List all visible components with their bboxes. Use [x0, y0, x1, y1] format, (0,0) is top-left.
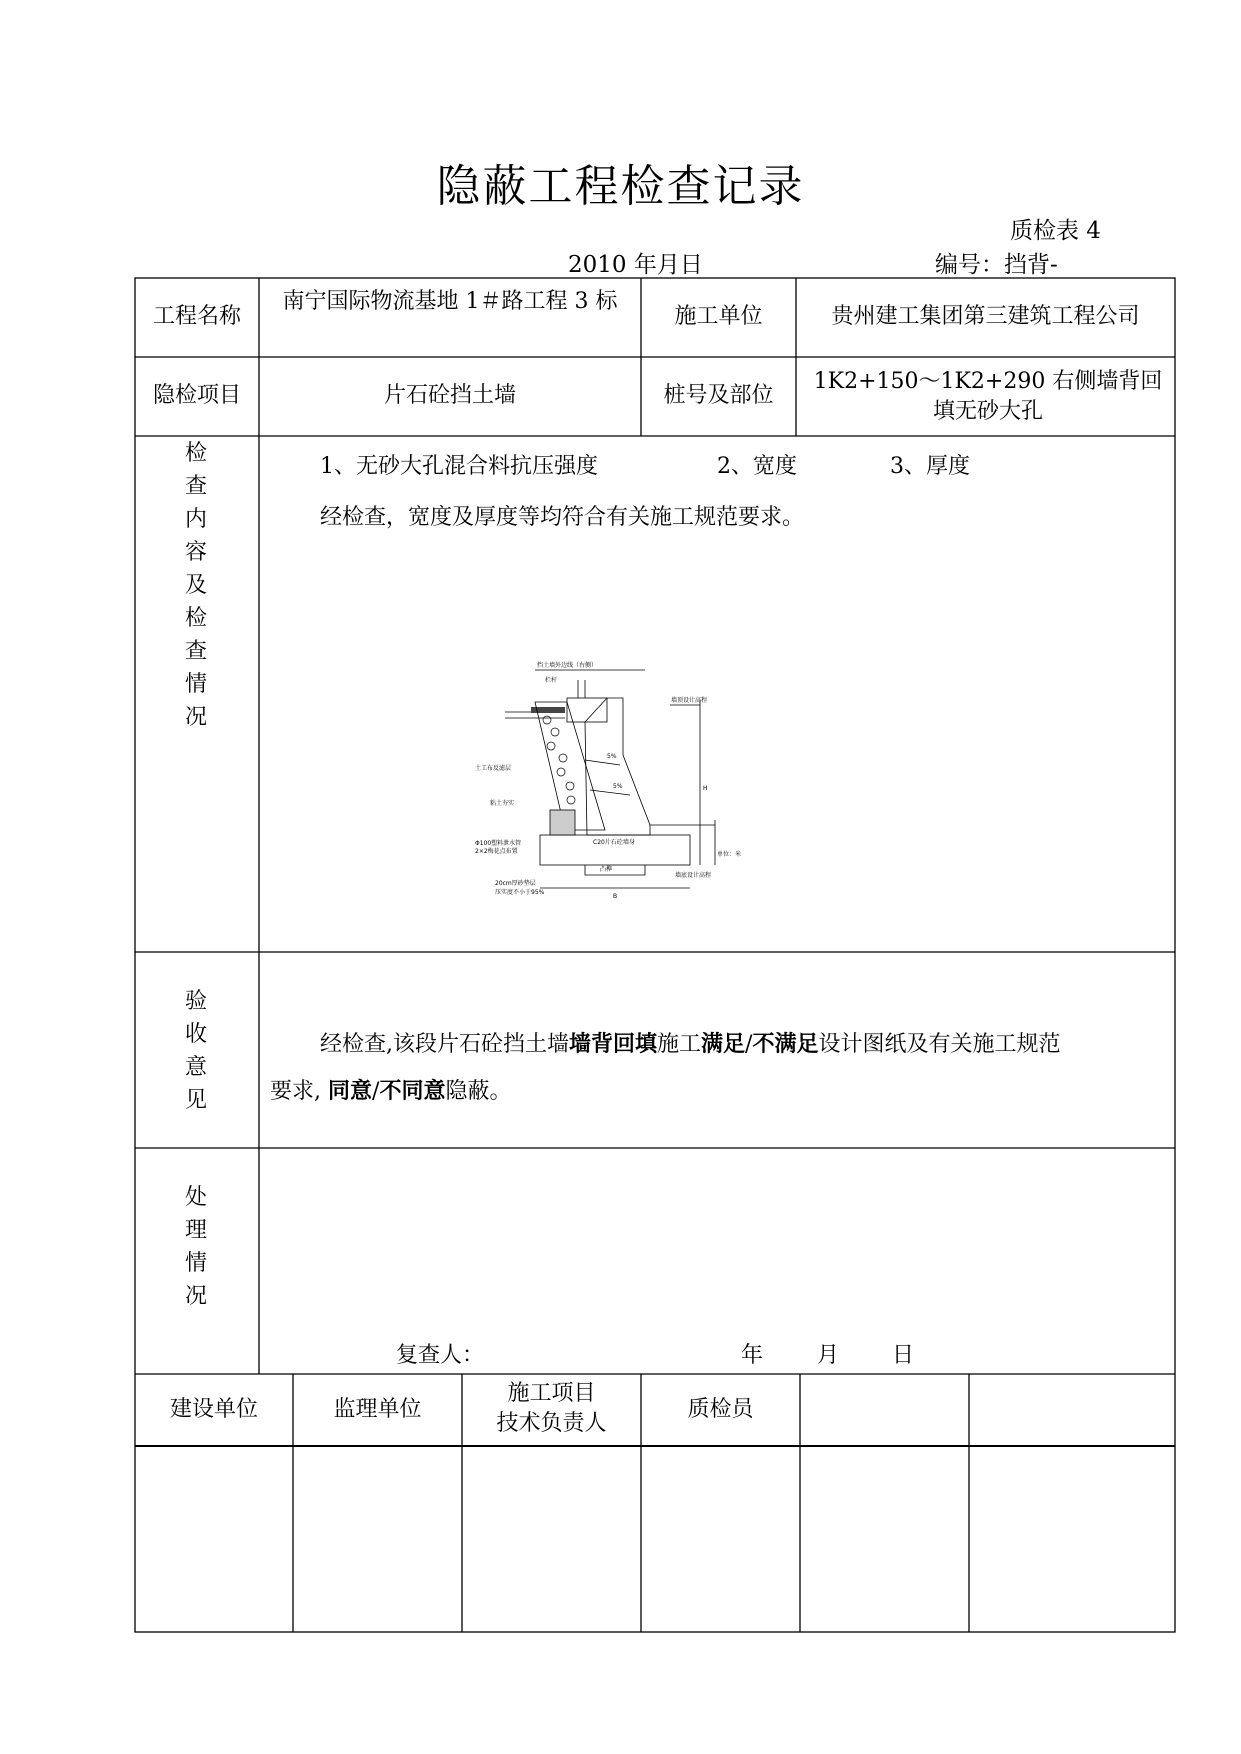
- inspection-item-1: 1、无砂大孔混合料抗压强度: [320, 454, 598, 479]
- record-code: 编号：挡背-: [935, 252, 1058, 278]
- acceptance-option-satisfy: 满足: [701, 1031, 746, 1057]
- fig-label-unit: 单位：米: [717, 851, 742, 858]
- fig-label-sand2: 压实度不小于95%: [495, 889, 545, 896]
- fig-label-width: B: [613, 893, 618, 900]
- fig-label-pipe1: Φ100塑料泄水管: [475, 840, 522, 847]
- fig-label-pipe2: 2×2梅花点布置: [475, 848, 518, 855]
- acceptance-section-label: 验收意见: [184, 989, 207, 1113]
- fig-label-height: H: [703, 785, 708, 792]
- sign-supervisor-box[interactable]: [293, 1446, 462, 1632]
- sign-supervisor-label: 监理单位: [333, 1397, 422, 1422]
- acceptance-line-2: [270, 1076, 511, 1107]
- inspection-section-label: 检查内容及检查情况: [184, 441, 207, 730]
- reviewer-label: 复查人：: [396, 1343, 485, 1368]
- acceptance-text-3: 施工: [657, 1032, 702, 1057]
- fig-label-railing: 栏杆: [545, 677, 558, 684]
- fig-label-sand1: 20cm厚砂垫层: [495, 880, 536, 887]
- acceptance-slash-2: /: [372, 1079, 380, 1104]
- fig-label-geotextile: 土工布反滤层: [475, 765, 512, 772]
- acceptance-text-1: 经检查,该段片石砼挡土墙: [320, 1032, 569, 1057]
- acceptance-line-1: [320, 1029, 1061, 1060]
- fig-label-toe: 凸榫: [600, 866, 613, 873]
- inspection-item-3: 3、厚度: [890, 454, 970, 479]
- station-value: 1K2+150～1K2+290 右侧墙背回填无砂大孔: [813, 369, 1163, 424]
- acceptance-slash-1: /: [745, 1032, 753, 1057]
- sign-tech-lead-label-1: 施工项目: [507, 1381, 596, 1406]
- handling-section-label: 处理情况: [184, 1185, 207, 1309]
- fig-label-top: 挡土墙外边线（右侧）: [537, 662, 598, 669]
- sign-qc-label: 质检员: [687, 1397, 754, 1422]
- acceptance-option-disagree: 不同意: [379, 1078, 446, 1104]
- fig-label-base: 墙底设计高程: [675, 872, 712, 879]
- inspection-result: 经检查，宽度及厚度等均符合有关施工规范要求。: [320, 505, 805, 530]
- inspection-item-value: 片石砼挡土墙: [383, 383, 516, 408]
- retaining-wall-diagram: [475, 660, 835, 922]
- sign-owner-box[interactable]: [135, 1446, 293, 1632]
- acceptance-option-not-satisfy: 不满足: [752, 1031, 819, 1057]
- project-name-label: 工程名称: [152, 304, 241, 329]
- contractor-value: 贵州建工集团第三建筑工程公司: [831, 304, 1140, 329]
- fig-label-crest: 墙顶设计高程: [671, 697, 708, 704]
- review-day: 日: [892, 1343, 915, 1368]
- fig-label-slope2: 5%: [613, 783, 623, 790]
- acceptance-text-6: 隐蔽。: [445, 1079, 512, 1104]
- inspection-item-2: 2、宽度: [717, 454, 797, 479]
- sign-tech-lead-box[interactable]: [462, 1446, 641, 1632]
- review-year: 年: [741, 1343, 764, 1368]
- inspection-item-label: 隐检项目: [152, 383, 241, 408]
- acceptance-text-2: 墙背回填: [569, 1031, 658, 1057]
- fig-label-slope1: 5%: [607, 753, 617, 760]
- review-month: 月: [817, 1343, 840, 1368]
- record-date: 2010 年月日: [568, 252, 703, 278]
- sign-owner-label: 建设单位: [169, 1397, 258, 1422]
- sign-qc-box[interactable]: [641, 1446, 800, 1632]
- acceptance-text-5: 要求,: [270, 1079, 321, 1104]
- fig-label-body: C20片石砼墙身: [593, 839, 635, 846]
- acceptance-text-4: 设计图纸及有关施工规范: [818, 1032, 1061, 1057]
- station-label: 桩号及部位: [663, 383, 774, 408]
- acceptance-option-agree: 同意: [328, 1078, 373, 1104]
- fig-label-clay: 粘土夯实: [490, 800, 515, 807]
- sign-tech-lead-label-2: 技术负责人: [496, 1411, 607, 1436]
- form-number: 质检表 4: [1010, 218, 1101, 244]
- document-title: 隐蔽工程检查记录: [436, 161, 805, 212]
- project-name-value: 南宁国际物流基地 1＃路工程 3 标: [282, 289, 618, 314]
- contractor-label: 施工单位: [674, 304, 763, 329]
